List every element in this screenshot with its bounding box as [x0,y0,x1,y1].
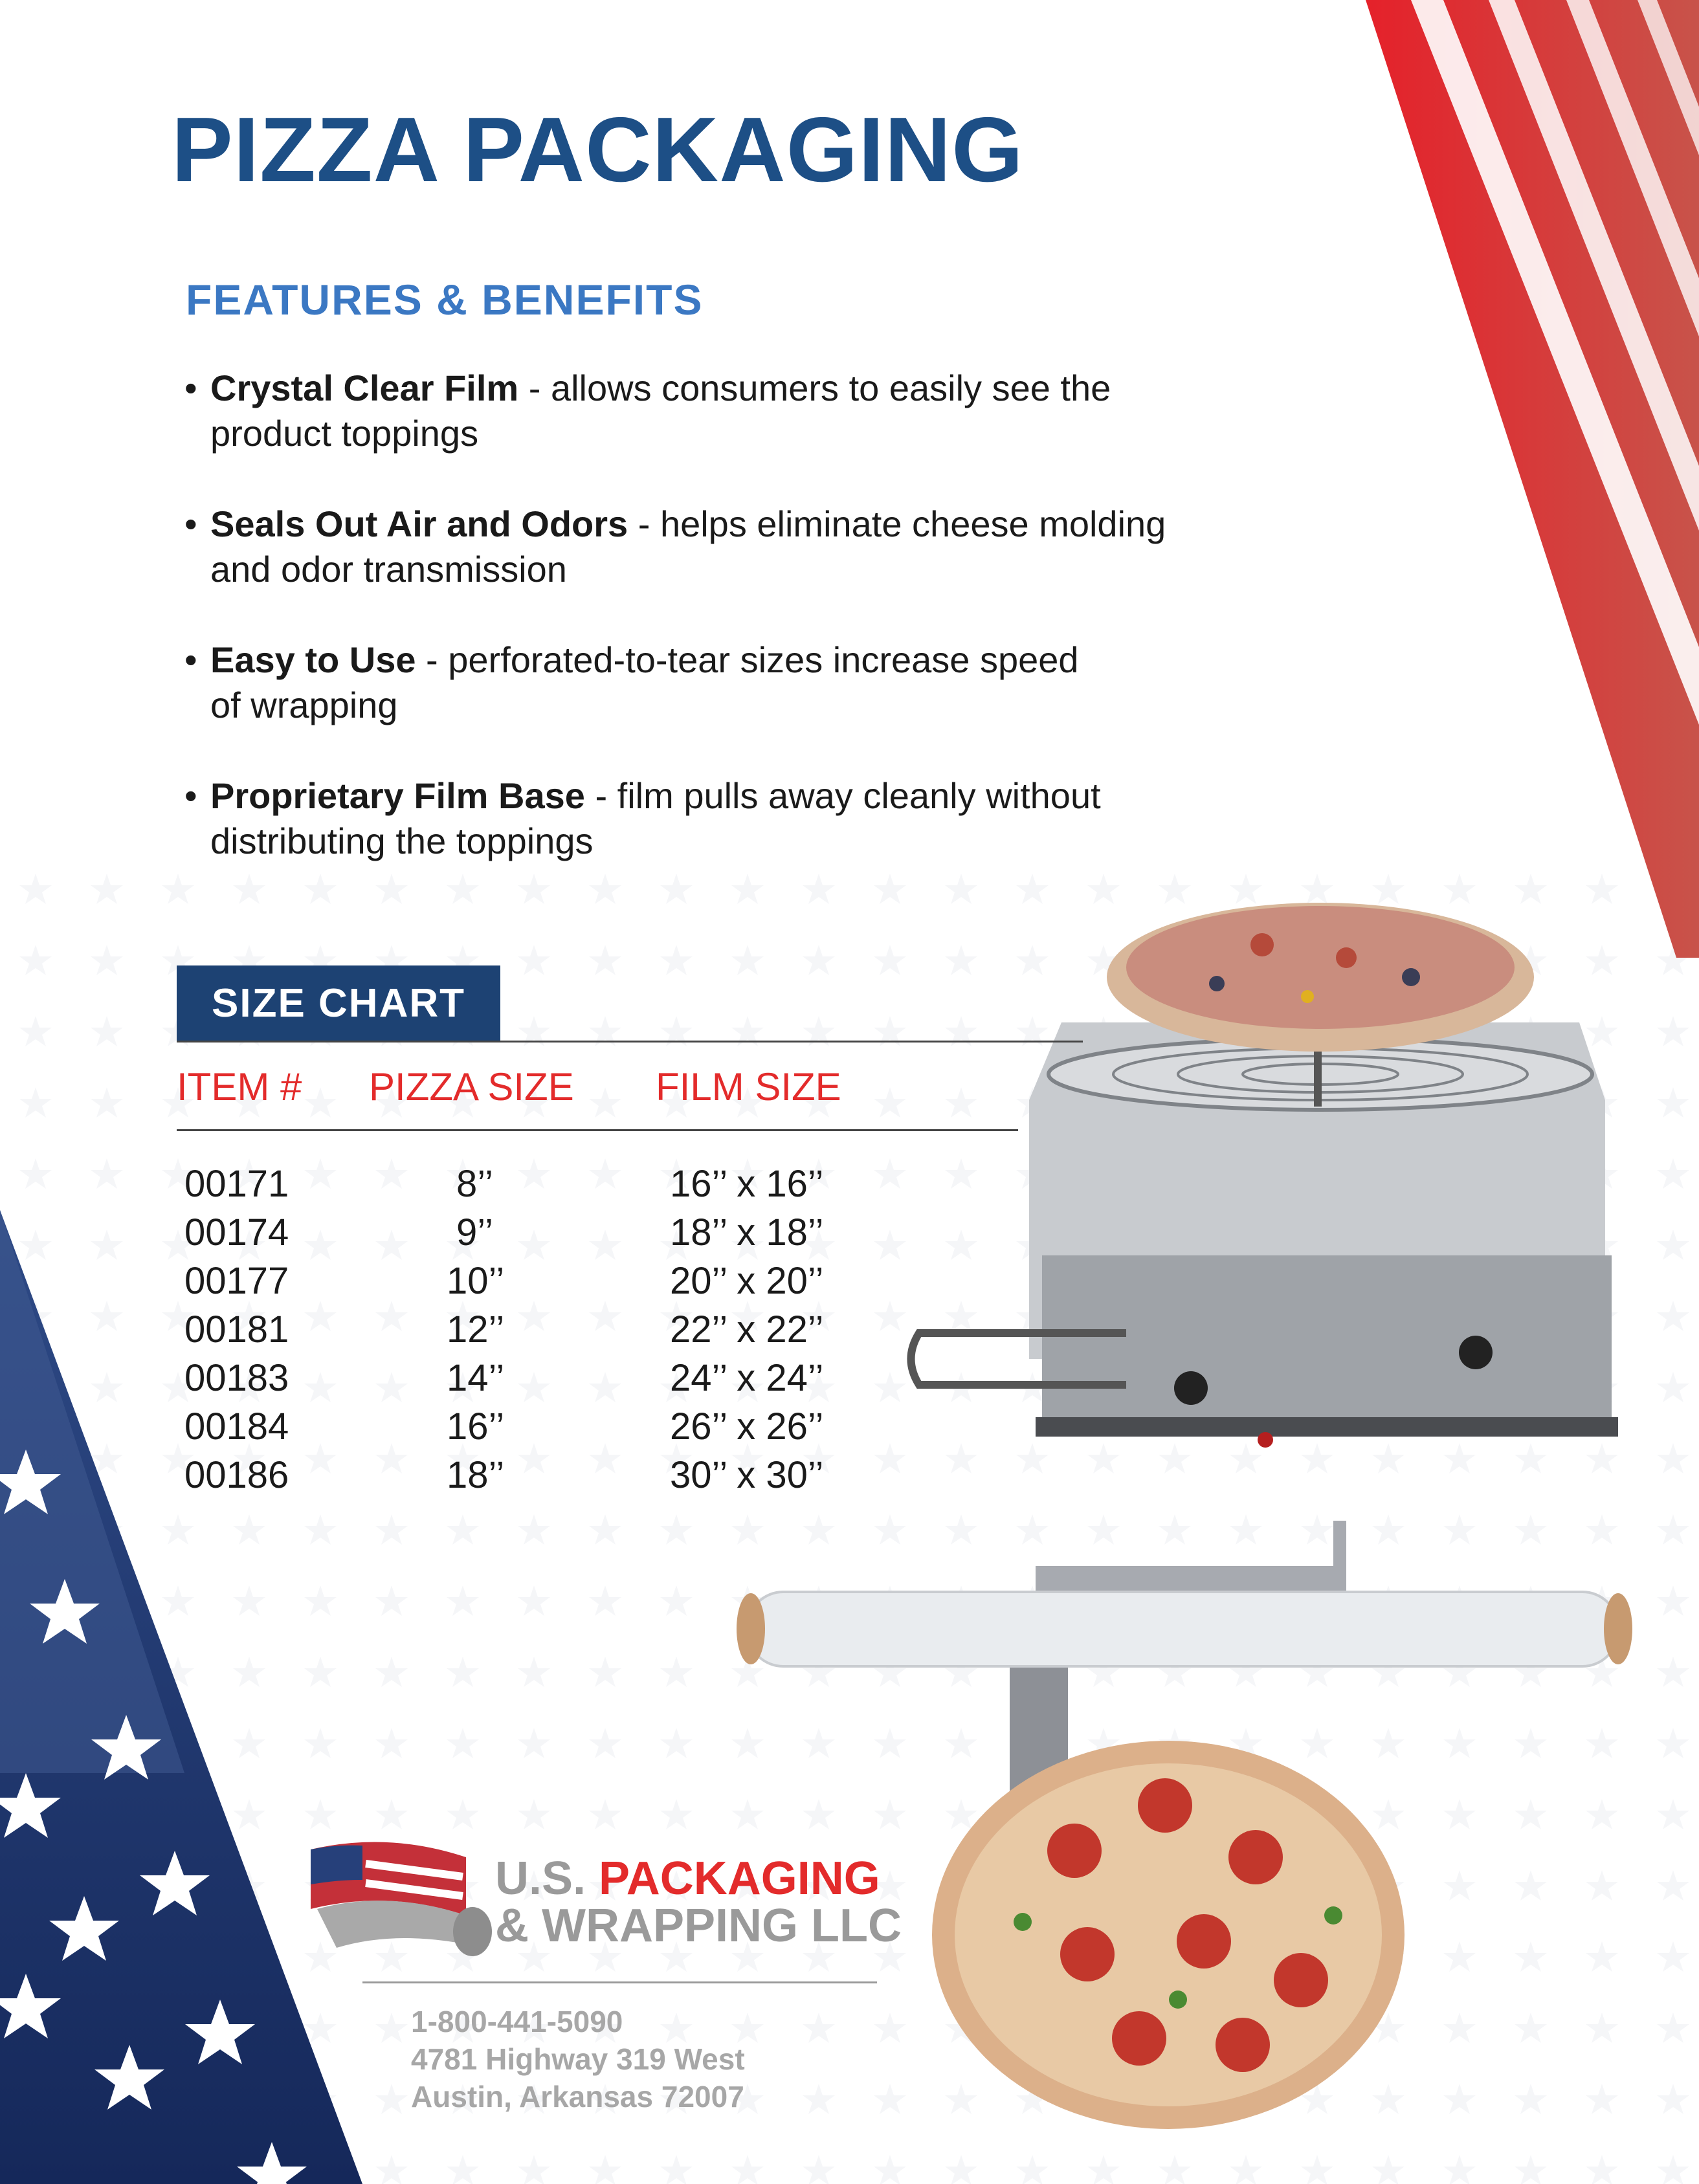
feature-item [184,502,1285,592]
feature-desc-cont: product toppings [210,413,479,454]
column-header-item: ITEM # [177,1065,302,1109]
item-number: 00181 [184,1308,289,1351]
bullet-icon: • [184,368,197,408]
film-size: 20’’ x 20’’ [670,1260,824,1302]
pizza-size: 18’’ [447,1454,505,1496]
features-list [184,366,1285,909]
contact-info [411,2003,745,2115]
page-title: PIZZA PACKAGING [172,98,1024,201]
film-size: 24’’ x 24’’ [670,1357,824,1399]
address-line2: Austin, Arkansas 72007 [411,2080,744,2113]
company-name-line2: & WRAPPING LLC [495,1900,902,1952]
feature-item [184,773,1285,864]
feature-desc: - film pulls away cleanly without [584,775,1101,816]
feature-name: Easy to Use [210,639,416,680]
pizza-size: 8’’ [456,1163,493,1205]
feature-desc: - perforated-to-tear sizes increase speed [416,639,1079,680]
item-number: 00174 [184,1211,289,1253]
film-size: 18’’ x 18’’ [670,1211,824,1253]
company-us: U.S. [495,1853,586,1904]
item-number: 00183 [184,1357,289,1399]
company-name-line1 [495,1852,880,1905]
size-chart-top-rule [177,1041,1083,1042]
pizza-size: 14’’ [447,1357,505,1399]
bullet-icon: • [184,775,197,816]
bullet-icon: • [184,503,197,544]
feature-item [184,637,1285,728]
logo-divider [362,1981,877,1983]
company-packaging: PACKAGING [599,1853,880,1904]
column-header-film-size: FILM SIZE [656,1065,841,1109]
item-number: 00186 [184,1454,289,1496]
film-size: 16’’ x 16’’ [670,1163,824,1205]
item-number: 00177 [184,1260,289,1302]
pizza-size: 10’’ [447,1260,505,1302]
size-chart-header-rule [177,1129,1018,1131]
features-heading: FEATURES & BENEFITS [186,276,704,324]
address-line1: 4781 Highway 319 West [411,2042,745,2076]
feature-name: Seals Out Air and Odors [210,503,628,544]
column-header-pizza-size: PIZZA SIZE [369,1065,574,1109]
pizza-size: 16’’ [447,1406,505,1448]
feature-desc-cont: and odor transmission [210,549,567,590]
size-chart-label: SIZE CHART [177,965,500,1042]
feature-desc-cont: distributing the toppings [210,821,594,861]
feature-name: Crystal Clear Film [210,368,519,408]
pizza-size: 12’’ [447,1308,505,1351]
red-stripes [1366,0,1699,958]
film-size: 22’’ x 22’’ [670,1308,824,1351]
pizza-size: 9’’ [456,1211,493,1253]
film-size: 26’’ x 26’’ [670,1406,824,1448]
phone-number: 1-800-441-5090 [411,2005,623,2038]
item-number: 00171 [184,1163,289,1205]
feature-name: Proprietary Film Base [210,775,585,816]
bullet-icon: • [184,639,197,680]
film-size: 30’’ x 30’’ [670,1454,824,1496]
feature-desc-cont: of wrapping [210,685,398,725]
feature-desc: - helps eliminate cheese molding [628,503,1166,544]
feature-desc: - allows consumers to easily see the [518,368,1111,408]
item-number: 00184 [184,1406,289,1448]
feature-item [184,366,1285,456]
